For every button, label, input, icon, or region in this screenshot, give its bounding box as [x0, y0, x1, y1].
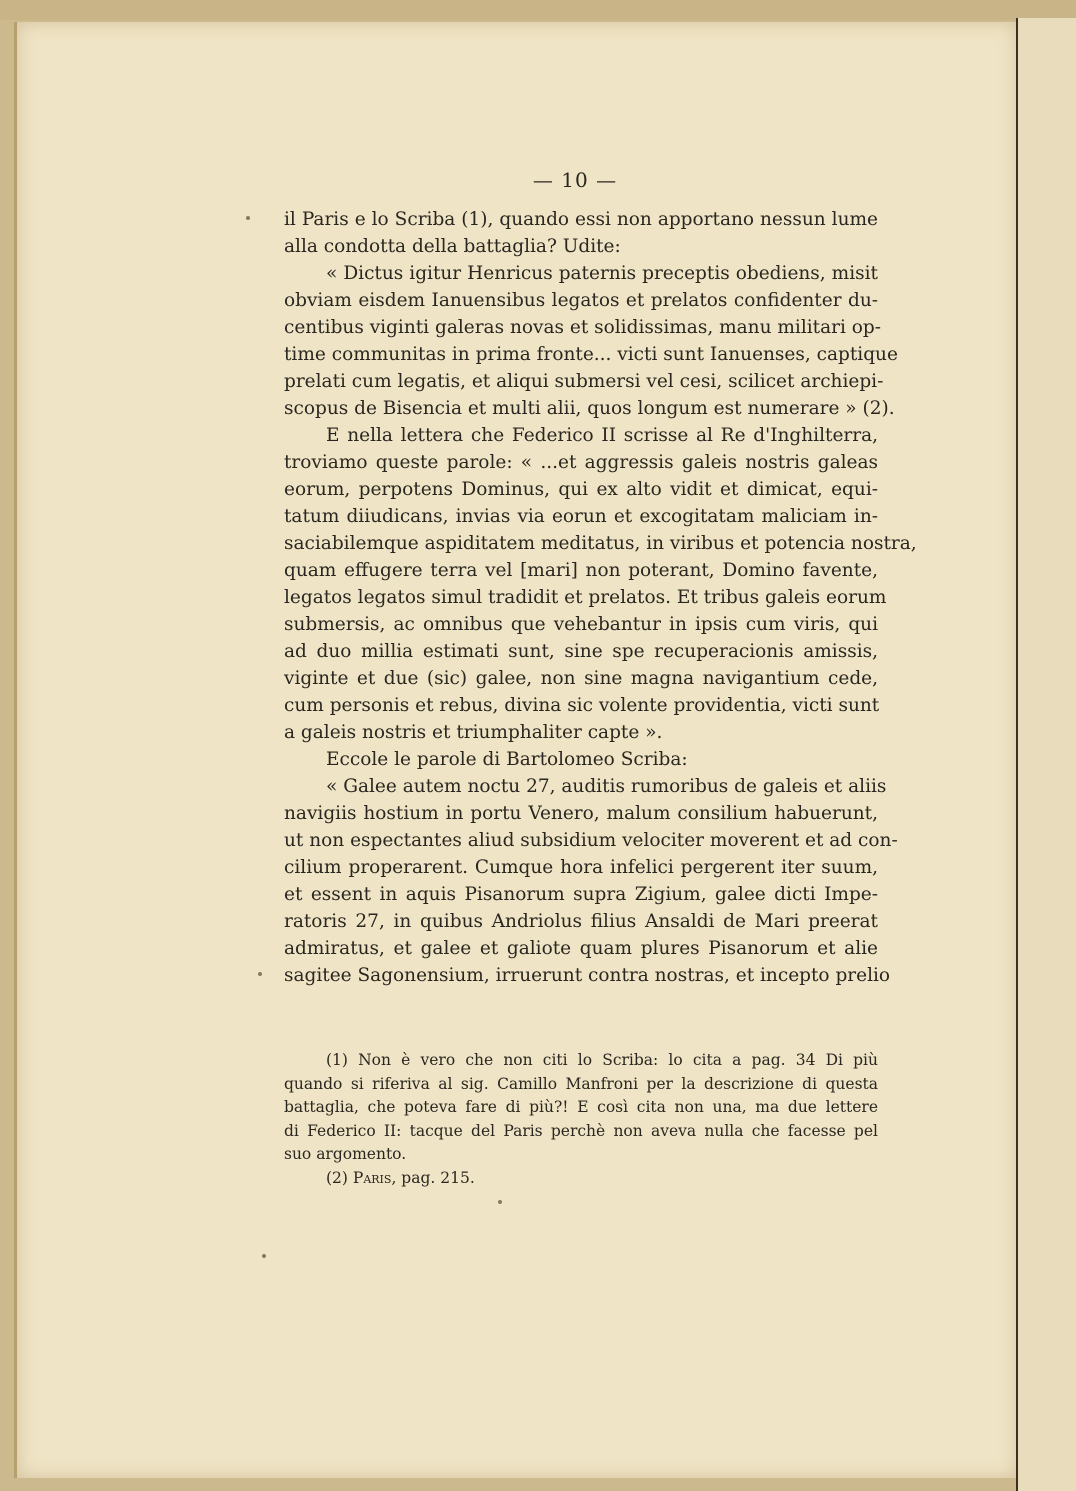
- text-line: troviamo queste parole: « ...et aggressis galeis nostris galeas: [284, 452, 878, 473]
- text-line: ut non espectantes aliud subsidium velociter moverent et ad con-: [284, 830, 898, 851]
- text-line: tatum diiudicans, invias via eorun et excogitatam maliciam in-: [284, 506, 878, 527]
- text-line: E nella lettera che Federico II scrisse al Re d'Inghilterra,: [326, 425, 878, 446]
- text-line: cilium properarent. Cumque hora infelici pergerent iter suum,: [284, 857, 878, 878]
- main-text: [284, 206, 917, 989]
- text-line: « Dictus igitur Henricus paternis preceptis obediens, misit: [326, 263, 878, 284]
- footnotes: [284, 1049, 878, 1190]
- text-line: ad duo millia estimati sunt, sine spe recuperacionis amissis,: [284, 641, 878, 662]
- text-line: prelati cum legatis, et aliqui submersi vel cesi, scilicet archiepi-: [284, 371, 884, 392]
- footnote-line: di Federico II: tacque del Paris perchè non aveva nulla che facesse pel: [284, 1121, 878, 1140]
- footnote-2: [284, 1167, 878, 1191]
- text-line: legatos legatos simul tradidit et prelatos. Et tribus galeis eorum: [284, 587, 887, 608]
- footnote-line: suo argomento.: [284, 1145, 407, 1163]
- text-line: centibus viginti galeras novas et solidissimas, manu militari op-: [284, 317, 882, 338]
- text-line: eorum, perpotens Dominus, qui ex alto vidit et dimicat, equi-: [284, 479, 878, 500]
- footnote-2-author: Paris: [352, 1168, 392, 1187]
- text-line: quam effugere terra vel [mari] non poterant, Domino favente,: [284, 560, 878, 581]
- text-line: et essent in aquis Pisanorum supra Zigium, galee dicti Impe-: [284, 884, 878, 905]
- paper-speck: [262, 1254, 266, 1258]
- paper-speck: [246, 216, 250, 220]
- text-line: viginte et due (sic) galee, non sine magna navigantium cede,: [284, 668, 878, 689]
- text-line: navigiis hostium in portu Venero, malum consilium habuerunt,: [284, 803, 878, 824]
- footnote-2-page: , pag. 215.: [391, 1168, 475, 1187]
- footnote-line: battaglia, che poteva fare di più?! E così cita non una, ma due lettere: [284, 1098, 878, 1116]
- text-line: a galeis nostris et triumphaliter capte ».: [284, 722, 663, 743]
- text-line: obviam eisdem Ianuensibus legatos et prelatos confidenter du-: [284, 290, 878, 311]
- text-line: il Paris e lo Scriba (1), quando essi non apportano nessun lume: [284, 209, 878, 230]
- text-line: cum personis et rebus, divina sic volente providentia, victi sunt: [284, 695, 880, 716]
- footnote-line: (1) Non è vero che non citi lo Scriba: lo cita a pag. 34 Di più: [326, 1051, 878, 1069]
- text-line: admiratus, et galee et galiote quam plures Pisanorum et alie: [284, 938, 878, 959]
- footnote-line: quando si riferiva al sig. Camillo Manfroni per la descrizione di questa: [284, 1074, 878, 1093]
- text-line: saciabilemque aspiditatem meditatus, in viribus et potencia nostra,: [284, 533, 917, 554]
- text-line: time communitas in prima fronte... victi sunt Ianuenses, captique: [284, 344, 898, 365]
- text-line: alla condotta della battaglia? Udite:: [284, 236, 621, 257]
- text-line: ratoris 27, in quibus Andriolus filius Ansaldi de Mari preerat: [284, 911, 878, 932]
- text-line: scopus de Bisencia et multi alii, quos longum est numerare » (2).: [284, 398, 895, 419]
- page-number: — 10 —: [532, 168, 618, 192]
- paper-speck: [258, 972, 262, 976]
- footnote-2-marker: (2): [326, 1168, 348, 1187]
- facing-page-edge: [1016, 18, 1076, 1491]
- text-line: submersis, ac omnibus que vehebantur in ipsis cum viris, qui: [284, 614, 878, 635]
- text-line: Eccole le parole di Bartolomeo Scriba:: [326, 749, 688, 770]
- text-line: « Galee autem noctu 27, auditis rumoribus de galeis et aliis: [326, 776, 887, 797]
- scan-top-edge: [0, 0, 1076, 20]
- text-line: sagitee Sagonensium, irruerunt contra nostras, et incepto prelio: [284, 965, 891, 986]
- paper-speck: [498, 1200, 502, 1204]
